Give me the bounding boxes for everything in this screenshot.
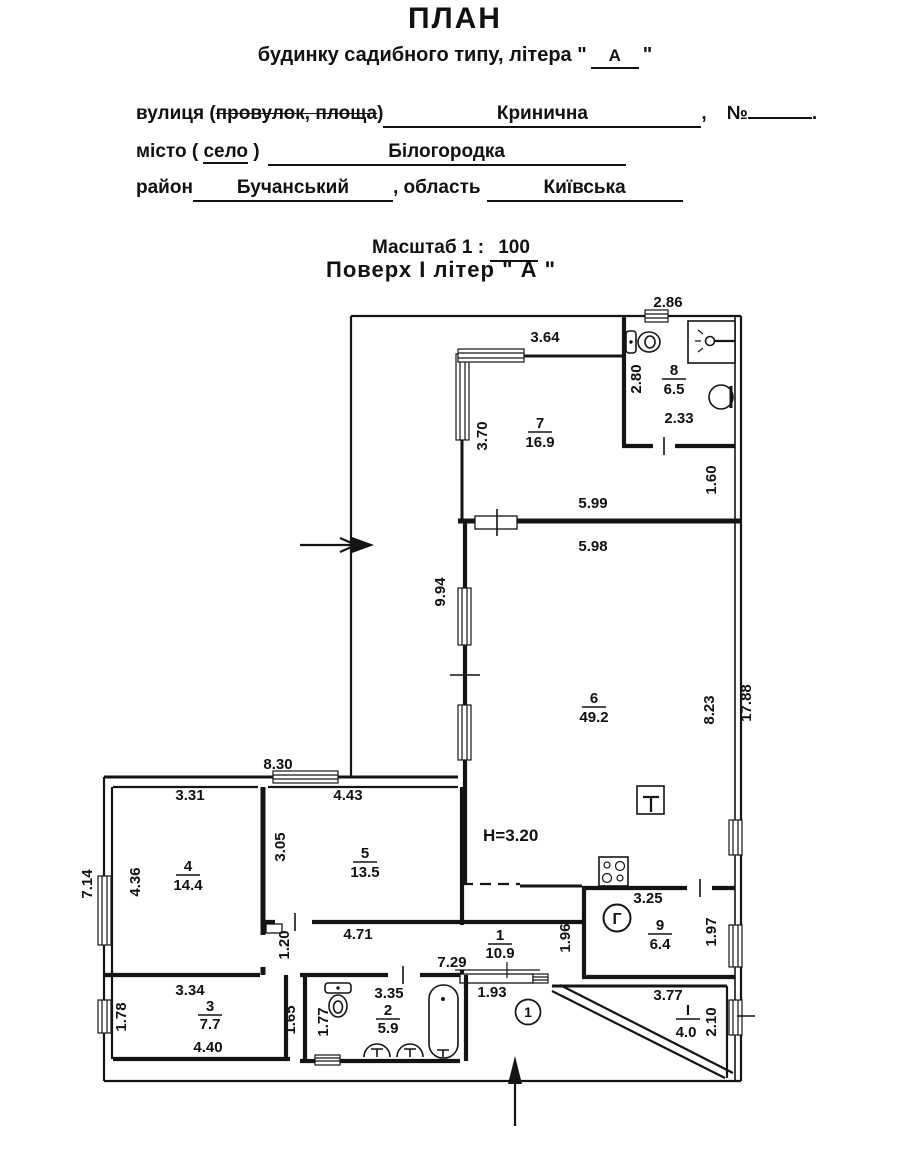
svg-text:16.9: 16.9: [525, 434, 555, 451]
dimension-label: 3.77: [653, 987, 683, 1004]
number-label: №: [726, 103, 748, 124]
letter-blank: А: [591, 46, 639, 69]
svg-text:14.4: 14.4: [173, 877, 203, 894]
dimension-label: 1.65: [282, 1005, 299, 1035]
sink-icon: [364, 1044, 390, 1057]
room-label-6: [579, 690, 608, 726]
city-label: місто ( село ): [136, 141, 260, 162]
window-room7-left: [456, 354, 469, 440]
dimension-label: 1.97: [703, 917, 720, 947]
dimension-label: 5.99: [578, 495, 608, 512]
floor-title: Поверх І літер " А ": [326, 257, 557, 282]
window-room4-left: [98, 876, 111, 945]
dimension-label: 1.96: [557, 923, 574, 953]
dimension-label: 3.64: [530, 329, 560, 346]
dimension-label: 3.35: [374, 985, 404, 1002]
room-label-9: [648, 917, 672, 953]
svg-text:І: І: [685, 1002, 691, 1019]
dimension-label: 2.86: [653, 294, 683, 311]
window-top-room8: [645, 310, 668, 322]
dimension-label: 4.36: [127, 867, 144, 897]
svg-text:10.9: 10.9: [485, 945, 515, 962]
svg-text:9: 9: [655, 917, 665, 934]
room-label-8: [662, 362, 686, 398]
dimension-label: 3.05: [272, 832, 289, 862]
dimension-label: 1.93: [477, 984, 507, 1001]
document-title: ПЛАН: [408, 2, 502, 35]
dimension-label: 1.77: [315, 1007, 332, 1037]
dimension-label: 1.60: [703, 465, 720, 495]
city-value-field: Білогородка: [268, 141, 626, 166]
dimension-label: 4.71: [343, 926, 373, 943]
district-value-field: Бучанський: [193, 177, 393, 202]
entry-point-number: 1: [524, 1004, 532, 1020]
svg-text:7.7: 7.7: [199, 1016, 221, 1033]
scale-label: Масштаб 1 :: [371, 237, 485, 258]
street-dot: .: [811, 103, 818, 124]
svg-text:5: 5: [360, 845, 370, 862]
window-room6-left-upper: [458, 588, 471, 645]
subtitle-prefix: будинку садибного типу, літера ": [257, 44, 587, 66]
svg-text:5.9: 5.9: [377, 1020, 399, 1037]
main-entrance-arrow-icon: [508, 1056, 522, 1126]
street-label-struck: провулок, площа: [215, 103, 378, 124]
street-value-field: Кринична: [383, 103, 701, 128]
window-room6-left-lower: [458, 705, 471, 760]
svg-text:49.2: 49.2: [579, 709, 609, 726]
dimension-label: 2.10: [703, 1007, 720, 1037]
room-label-porch: [676, 1002, 700, 1041]
window-room3-left: [98, 1000, 111, 1033]
dimension-label: 2.33: [664, 410, 694, 427]
svg-text:3: 3: [205, 998, 215, 1015]
room-label-2: [376, 1002, 400, 1037]
window-room6-right: [729, 820, 742, 855]
subtitle-suffix: ": [642, 44, 653, 66]
svg-text:4: 4: [183, 858, 193, 875]
window-room9-right: [729, 925, 742, 967]
gas-meter-icon: [604, 905, 631, 932]
dimension-label: 3.31: [175, 787, 205, 804]
street-comma: ,: [701, 103, 707, 124]
window-room2-bottom: [315, 1055, 340, 1065]
oblast-label: , область: [392, 177, 481, 198]
window-hall-wall: [533, 974, 548, 983]
svg-text:2: 2: [383, 1002, 393, 1019]
outer-boundary: [104, 316, 741, 1081]
svg-text:7: 7: [535, 415, 545, 432]
window-porch-right: [729, 1000, 755, 1035]
sink-icon: [397, 1044, 423, 1057]
dimension-label: 3.25: [633, 890, 663, 907]
svg-text:8: 8: [669, 362, 679, 379]
ceiling-height-note: Н=3.20: [483, 826, 539, 845]
dimension-label: 5.98: [578, 538, 608, 555]
scale-value-field: 100: [490, 237, 538, 262]
svg-text:4.0: 4.0: [675, 1024, 697, 1041]
room-label-4: [173, 858, 203, 894]
dimension-label: 8.30: [263, 756, 293, 773]
dimension-label: 7.14: [79, 869, 96, 899]
dimension-label: 4.40: [193, 1039, 223, 1056]
dimension-label: 3.34: [175, 982, 205, 999]
boiler-icon: [637, 786, 664, 814]
dimension-label: 2.80: [628, 364, 645, 394]
dimension-label: 17.88: [738, 684, 755, 722]
walls: [104, 316, 741, 1078]
water-heater-icon: [709, 385, 733, 409]
dimension-label: 3.70: [474, 421, 491, 451]
shower-room8-icon: [688, 321, 735, 363]
svg-text:1: 1: [495, 927, 505, 944]
district-label: район: [136, 177, 193, 198]
oblast-value-field: Київська: [487, 177, 683, 202]
room-label-7: [525, 415, 554, 451]
toilet-room8-icon: [626, 331, 660, 353]
svg-text:6.5: 6.5: [663, 381, 685, 398]
street-label: вулиця (провулок, площа): [136, 103, 384, 124]
window-room7-top: [458, 349, 524, 362]
city-label-inner: село: [203, 141, 249, 162]
dimension-label: 9.94: [432, 577, 449, 607]
svg-text:6: 6: [589, 690, 599, 707]
dimension-label: 8.23: [701, 695, 718, 725]
side-entrance-arrow-icon: [300, 537, 374, 553]
svg-text:13.5: 13.5: [350, 864, 380, 881]
room-label-1: [485, 927, 514, 962]
dimension-label: 1.20: [276, 930, 293, 960]
dimension-label: 7.29: [437, 954, 467, 971]
dimension-label: 1.78: [113, 1002, 130, 1032]
bathtub-icon: [429, 985, 458, 1058]
entry-point-marker: [516, 1000, 541, 1025]
room-label-5: [350, 845, 379, 881]
dimension-label: 4.43: [333, 787, 363, 804]
svg-text:6.4: 6.4: [649, 936, 671, 953]
room-label-3: [198, 998, 222, 1033]
gas-meter-letter: Г: [612, 911, 622, 928]
room-labels: [173, 362, 700, 1041]
stove-icon: [599, 857, 628, 886]
